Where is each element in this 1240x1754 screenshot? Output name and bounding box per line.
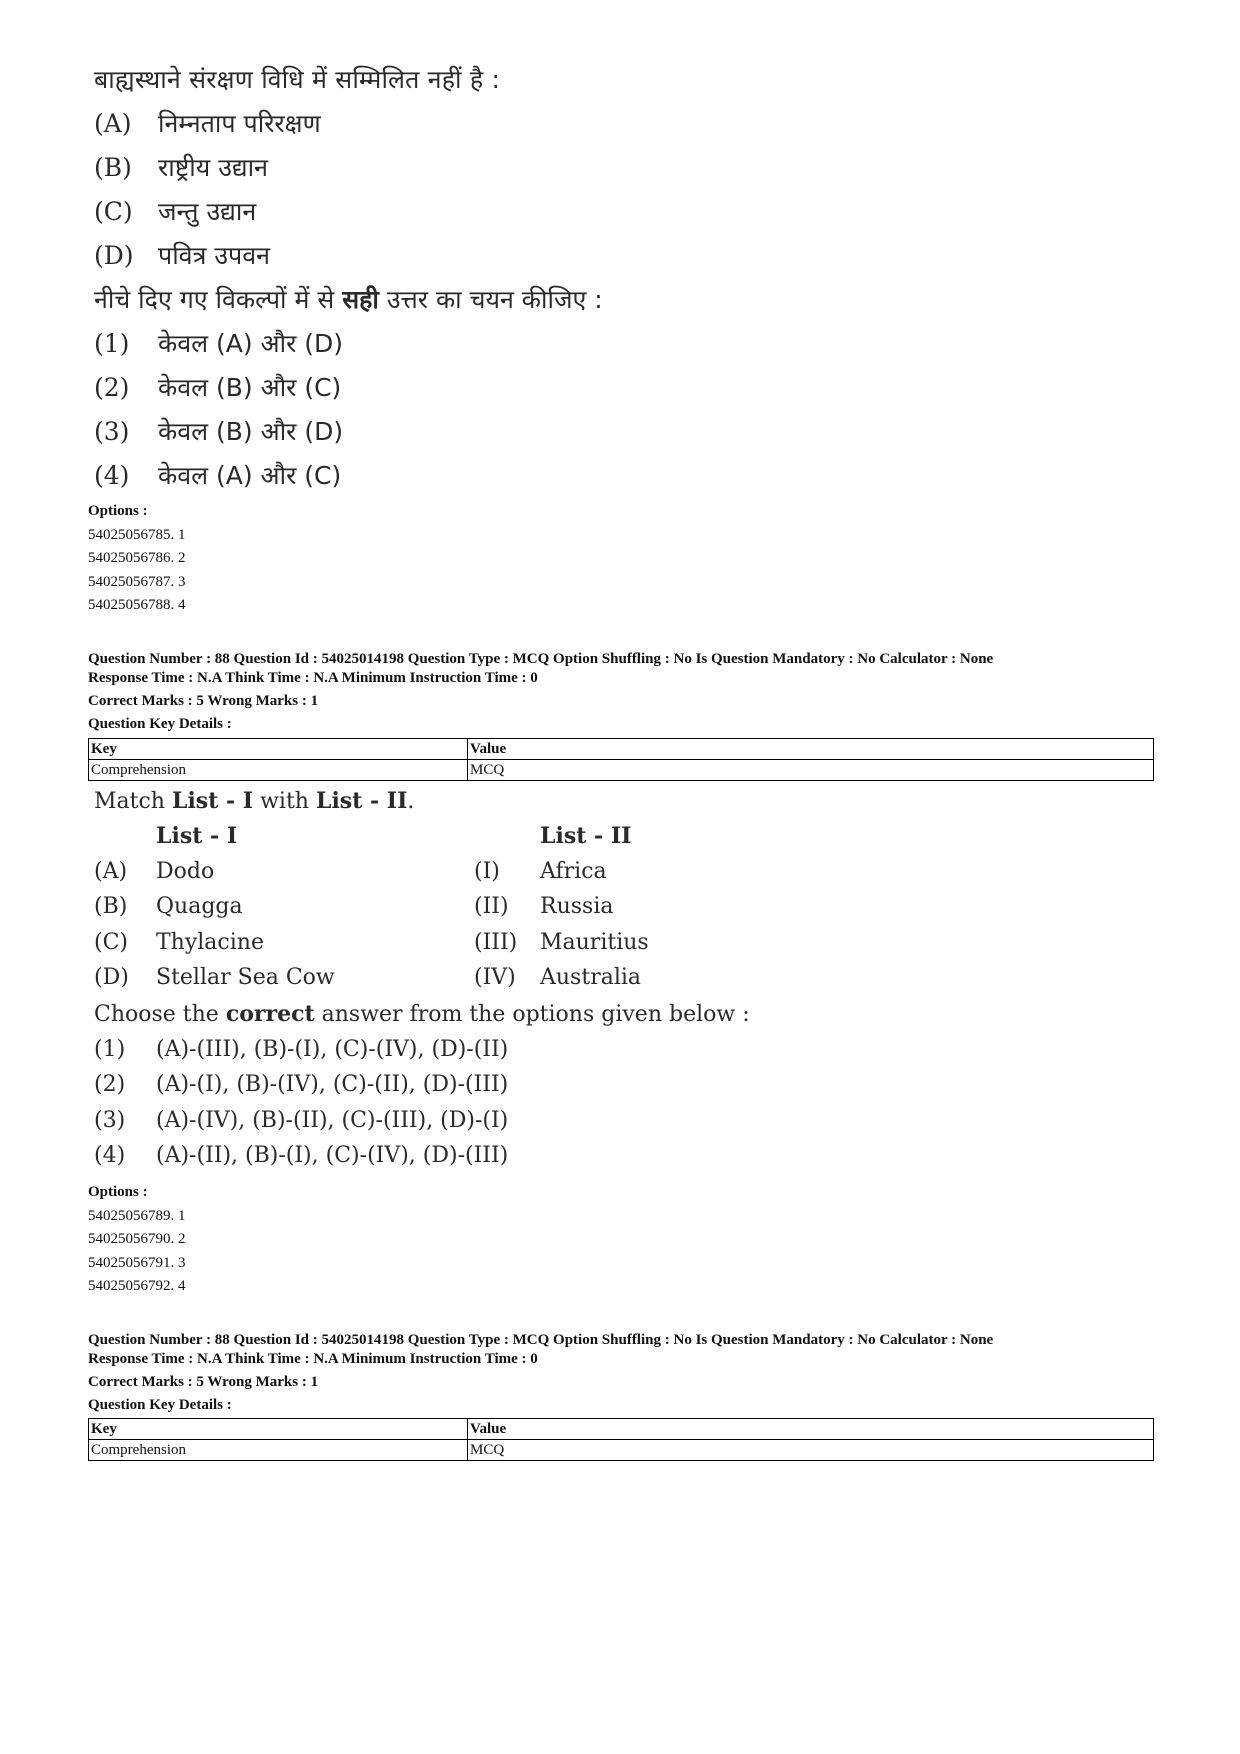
answer-text: केवल (B) और (D) — [158, 417, 344, 446]
intro-list2: List - II — [315, 788, 408, 814]
intro-mid: with — [253, 789, 316, 814]
list1-text: Quagga — [156, 894, 243, 919]
intro-post: . — [407, 789, 415, 814]
item-label: (A) — [94, 109, 132, 138]
list2-text: Africa — [540, 859, 607, 884]
meta1-line1: Question Number : 88 Question Id : 54025014198 Question Type : MCQ Option Shuffling : No Is Question Mandatory : No Calculator : None — [88, 651, 994, 667]
meta2-line1: Question Number : 88 Question Id : 54025014198 Question Type : MCQ Option Shuffling : No Is Question Mandatory : No Calculator : None — [88, 1332, 994, 1348]
table-cell-key: Comprehension — [89, 1440, 468, 1461]
list-headings — [94, 823, 794, 853]
q1-answer-4 — [94, 458, 341, 492]
table-header-value: Value — [468, 1419, 1154, 1440]
match-row-d — [94, 965, 794, 995]
q1-item-a — [94, 106, 321, 140]
q2-option-3: 54025056791. 3 — [88, 1255, 186, 1271]
list1-text: Dodo — [156, 859, 215, 884]
answer-label: (3) — [94, 1108, 126, 1133]
answer-label: (4) — [94, 1143, 126, 1168]
match-row-b — [94, 894, 794, 924]
table-header-key: Key — [89, 739, 468, 760]
intro-list1: List - I — [171, 788, 254, 814]
q2-option-1: 54025056789. 1 — [88, 1208, 186, 1224]
table-header-value: Value — [468, 739, 1154, 760]
choose-bold: सही — [342, 285, 379, 314]
q1-option-4: 54025056788. 4 — [88, 597, 186, 613]
list1-label: (B) — [94, 894, 128, 919]
list2-label: (II) — [474, 894, 509, 919]
q2-option-4: 54025056792. 4 — [88, 1278, 186, 1294]
list1-label: (A) — [94, 859, 128, 884]
q2-answer-3 — [94, 1108, 508, 1133]
table-header-key: Key — [89, 1419, 468, 1440]
answer-text: केवल (B) और (C) — [158, 373, 342, 402]
answer-label: (1) — [94, 329, 130, 358]
answer-label: (4) — [94, 461, 130, 490]
item-label: (C) — [94, 197, 133, 226]
answer-label: (3) — [94, 417, 130, 446]
q2-answer-4 — [94, 1143, 508, 1168]
list2-heading: List - II — [540, 823, 632, 849]
answer-label: (1) — [94, 1037, 126, 1062]
meta1-line3: Correct Marks : 5 Wrong Marks : 1 — [88, 693, 319, 709]
q1-option-3: 54025056787. 3 — [88, 574, 186, 590]
meta1-line2: Response Time : N.A Think Time : N.A Minimum Instruction Time : 0 — [88, 670, 538, 686]
meta1-line4: Question Key Details : — [88, 716, 232, 732]
list2-text: Australia — [540, 965, 642, 990]
meta2-line4: Question Key Details : — [88, 1397, 232, 1413]
item-label: (D) — [94, 241, 134, 270]
table-cell-value: MCQ — [468, 760, 1154, 781]
choose-pre: Choose the — [94, 1002, 226, 1027]
q1-item-d — [94, 238, 270, 272]
q2-answer-2 — [94, 1072, 508, 1097]
answer-text: केवल (A) और (C) — [158, 461, 342, 490]
answer-text: (A)-(III), (B)-(I), (C)-(IV), (D)-(II) — [156, 1037, 509, 1062]
match-row-c — [94, 930, 794, 960]
list2-text: Mauritius — [540, 930, 649, 955]
item-text: जन्तु उद्यान — [158, 197, 257, 226]
table-cell-key: Comprehension — [89, 760, 468, 781]
q1-item-b — [94, 150, 268, 184]
list1-heading: List - I — [156, 823, 238, 849]
intro-pre: Match — [94, 789, 172, 814]
table-header-row — [89, 1419, 1154, 1440]
q2-options-heading: Options : — [88, 1184, 148, 1200]
table-cell-value: MCQ — [468, 1440, 1154, 1461]
q2-choose-instruction — [94, 1001, 750, 1027]
list2-text: Russia — [540, 894, 614, 919]
choose-post: answer from the options given below : — [314, 1002, 750, 1027]
answer-text: (A)-(II), (B)-(I), (C)-(IV), (D)-(III) — [156, 1143, 509, 1168]
list2-label: (I) — [474, 859, 500, 884]
choose-post: उत्तर का चयन कीजिए : — [378, 285, 603, 314]
meta1-key-table — [88, 738, 1154, 781]
answer-label: (2) — [94, 373, 130, 402]
list2-label: (IV) — [474, 965, 516, 990]
list1-text: Stellar Sea Cow — [156, 965, 335, 990]
answer-text: (A)-(I), (B)-(IV), (C)-(II), (D)-(III) — [156, 1072, 509, 1097]
meta2-line3: Correct Marks : 5 Wrong Marks : 1 — [88, 1374, 319, 1390]
q1-option-2: 54025056786. 2 — [88, 550, 186, 566]
q1-choose-instruction — [94, 282, 603, 316]
q1-options-heading: Options : — [88, 503, 148, 519]
choose-pre: नीचे दिए गए विकल्पों में से — [94, 285, 343, 314]
answer-text: (A)-(IV), (B)-(II), (C)-(III), (D)-(I) — [156, 1108, 509, 1133]
list1-label: (C) — [94, 930, 128, 955]
table-header-row — [89, 739, 1154, 760]
list1-label: (D) — [94, 965, 129, 990]
q1-answer-2 — [94, 370, 341, 404]
q1-item-c — [94, 194, 256, 228]
question-2-intro — [94, 788, 414, 814]
q2-answer-1 — [94, 1037, 508, 1062]
table-row — [89, 760, 1154, 781]
list1-text: Thylacine — [156, 930, 264, 955]
answer-label: (2) — [94, 1072, 126, 1097]
meta2-key-table — [88, 1418, 1154, 1461]
q2-option-2: 54025056790. 2 — [88, 1231, 186, 1247]
q1-answer-1 — [94, 326, 343, 360]
q1-option-1: 54025056785. 1 — [88, 527, 186, 543]
item-text: पवित्र उपवन — [158, 241, 270, 270]
item-text: राष्ट्रीय उद्यान — [158, 153, 269, 182]
q1-answer-3 — [94, 414, 343, 448]
item-text: निम्नताप परिरक्षण — [158, 109, 321, 138]
match-row-a — [94, 859, 794, 889]
question-1-text: बाह्यस्थाने संरक्षण विधि में सम्मिलित नहीं है : — [94, 65, 501, 94]
table-row — [89, 1440, 1154, 1461]
list2-label: (III) — [474, 930, 518, 955]
choose-bold: correct — [225, 1001, 315, 1027]
item-label: (B) — [94, 153, 132, 182]
meta2-line2: Response Time : N.A Think Time : N.A Minimum Instruction Time : 0 — [88, 1351, 538, 1367]
answer-text: केवल (A) और (D) — [158, 329, 344, 358]
